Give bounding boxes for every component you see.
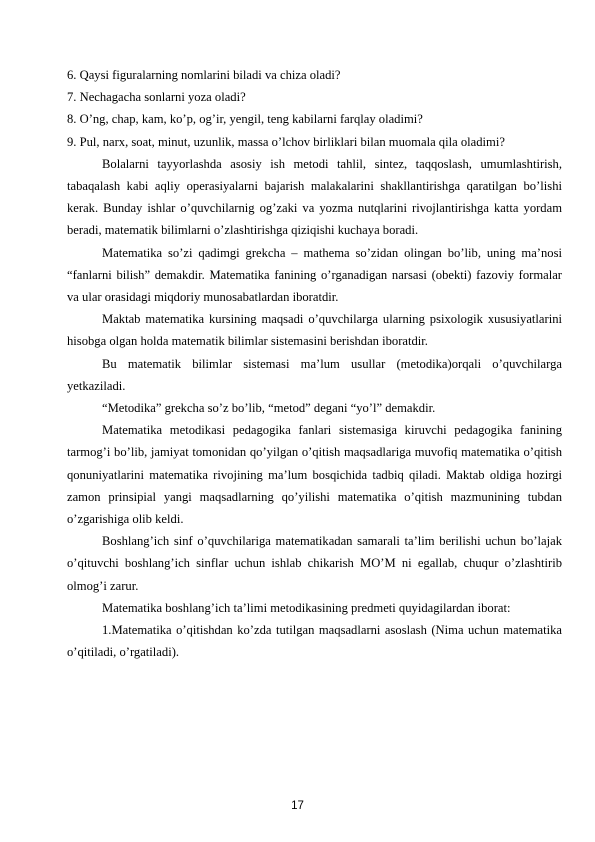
paragraph-subject-intro: Matematika boshlang’ich ta’limi metodikasining predmeti quyidagilardan iborat: <box>102 600 511 615</box>
paragraph-knowledge-delivery: Bu matematik bilimlar sistemasi ma’lum usullar (metodika)orqali o’quvchilarga yetkaziladi. <box>67 356 562 393</box>
paragraph-methodology-definition: “Metodika” grekcha so’z bo’lib, “metod” degani “yo’l” demakdir. <box>102 401 436 416</box>
paragraph-school-course-goal: Maktab matematika kursining maqsadi o’quvchilarga ularning psixologik xususiyatlarini hisobga olgan holda matematik bilimlar sistemasini berishdan iboratdir. <box>67 312 562 349</box>
question-6: 6. Qaysi figuralarning nomlarini biladi va chiza oladi? <box>67 68 341 82</box>
paragraph-preparation-methods: Bolalarni tayyorlashda asosiy ish metodi tahlil, sintez, taqqoslash, umumlashtirish, tabaqalash kabi aqliy operasiyalarni bajarish malakalarini shakllantirishga qaratilgan bo’lishi kerak. Bunday ishlar o’quvchilarnig og’zaki va yozma nutqlarini rivojlantirishga katta yordam beradi, matematik bilimlarni o’zlashtirishga qiziqishi kuchaya boradi. <box>67 156 562 238</box>
page-body <box>67 64 562 663</box>
question-7: 7. Nechagacha sonlarni yoza oladi? <box>67 90 246 105</box>
question-9: 9. Pul, narx, soat, minut, uzunlik, massa o’lchov birliklari bilan muomala qila oladimi? <box>67 134 505 149</box>
paragraph-methodology-branch: Matematika metodikasi pedagogika fanlari sistemasiga kiruvchi pedagogika fanining tarmog’i bo’lib, jamiyat tomonidan qo’yilgan o’qitish maqsadlariga muvofiq matematika o’qitish qonuniyatlarini matematika rivojining ma’lum bosqichida tadbiq qiladi. Maktab oldiga hozirgi zamon prinsipial yangi maqsadlarning qo’yilishi matematika o’qitish mazmunining tubdan o’zgarishiga olib keldi. <box>67 423 562 527</box>
paragraph-mathematics-etymology: Matematika so’zi qadimgi grekcha – mathema so’zidan olingan bo’lib, uning ma’nosi “fanlarni bilish” demakdir. Matematika fanining o’rganadigan narsasi (obekti) fazoviy formalar va ular orasidagi miqdoriy munosabatlardan iboratdir. <box>67 245 562 305</box>
paragraph-subject-item-1: 1.Matematika o’qitishdan ko’zda tutilgan maqsadlarni asoslash (Nima uchun matematika o’qitiladi, o’rgatiladi). <box>67 623 562 660</box>
paragraph-teacher-preparation: Boshlang’ich sinf o’quvchilariga matematikadan samarali ta’lim berilishi uchun bo’lajak o’qituvchi boshlang’ich sinflar uchun ishlab chikarish MO’M ni egallab, chuqur o’zlashtirib olmog’i zarur. <box>67 534 562 593</box>
question-8: 8. O’ng, chap, kam, ko’p, og’ir, yengil, teng kabilarni farqlay oladimi? <box>67 112 423 127</box>
page-number: 17 <box>291 800 304 812</box>
